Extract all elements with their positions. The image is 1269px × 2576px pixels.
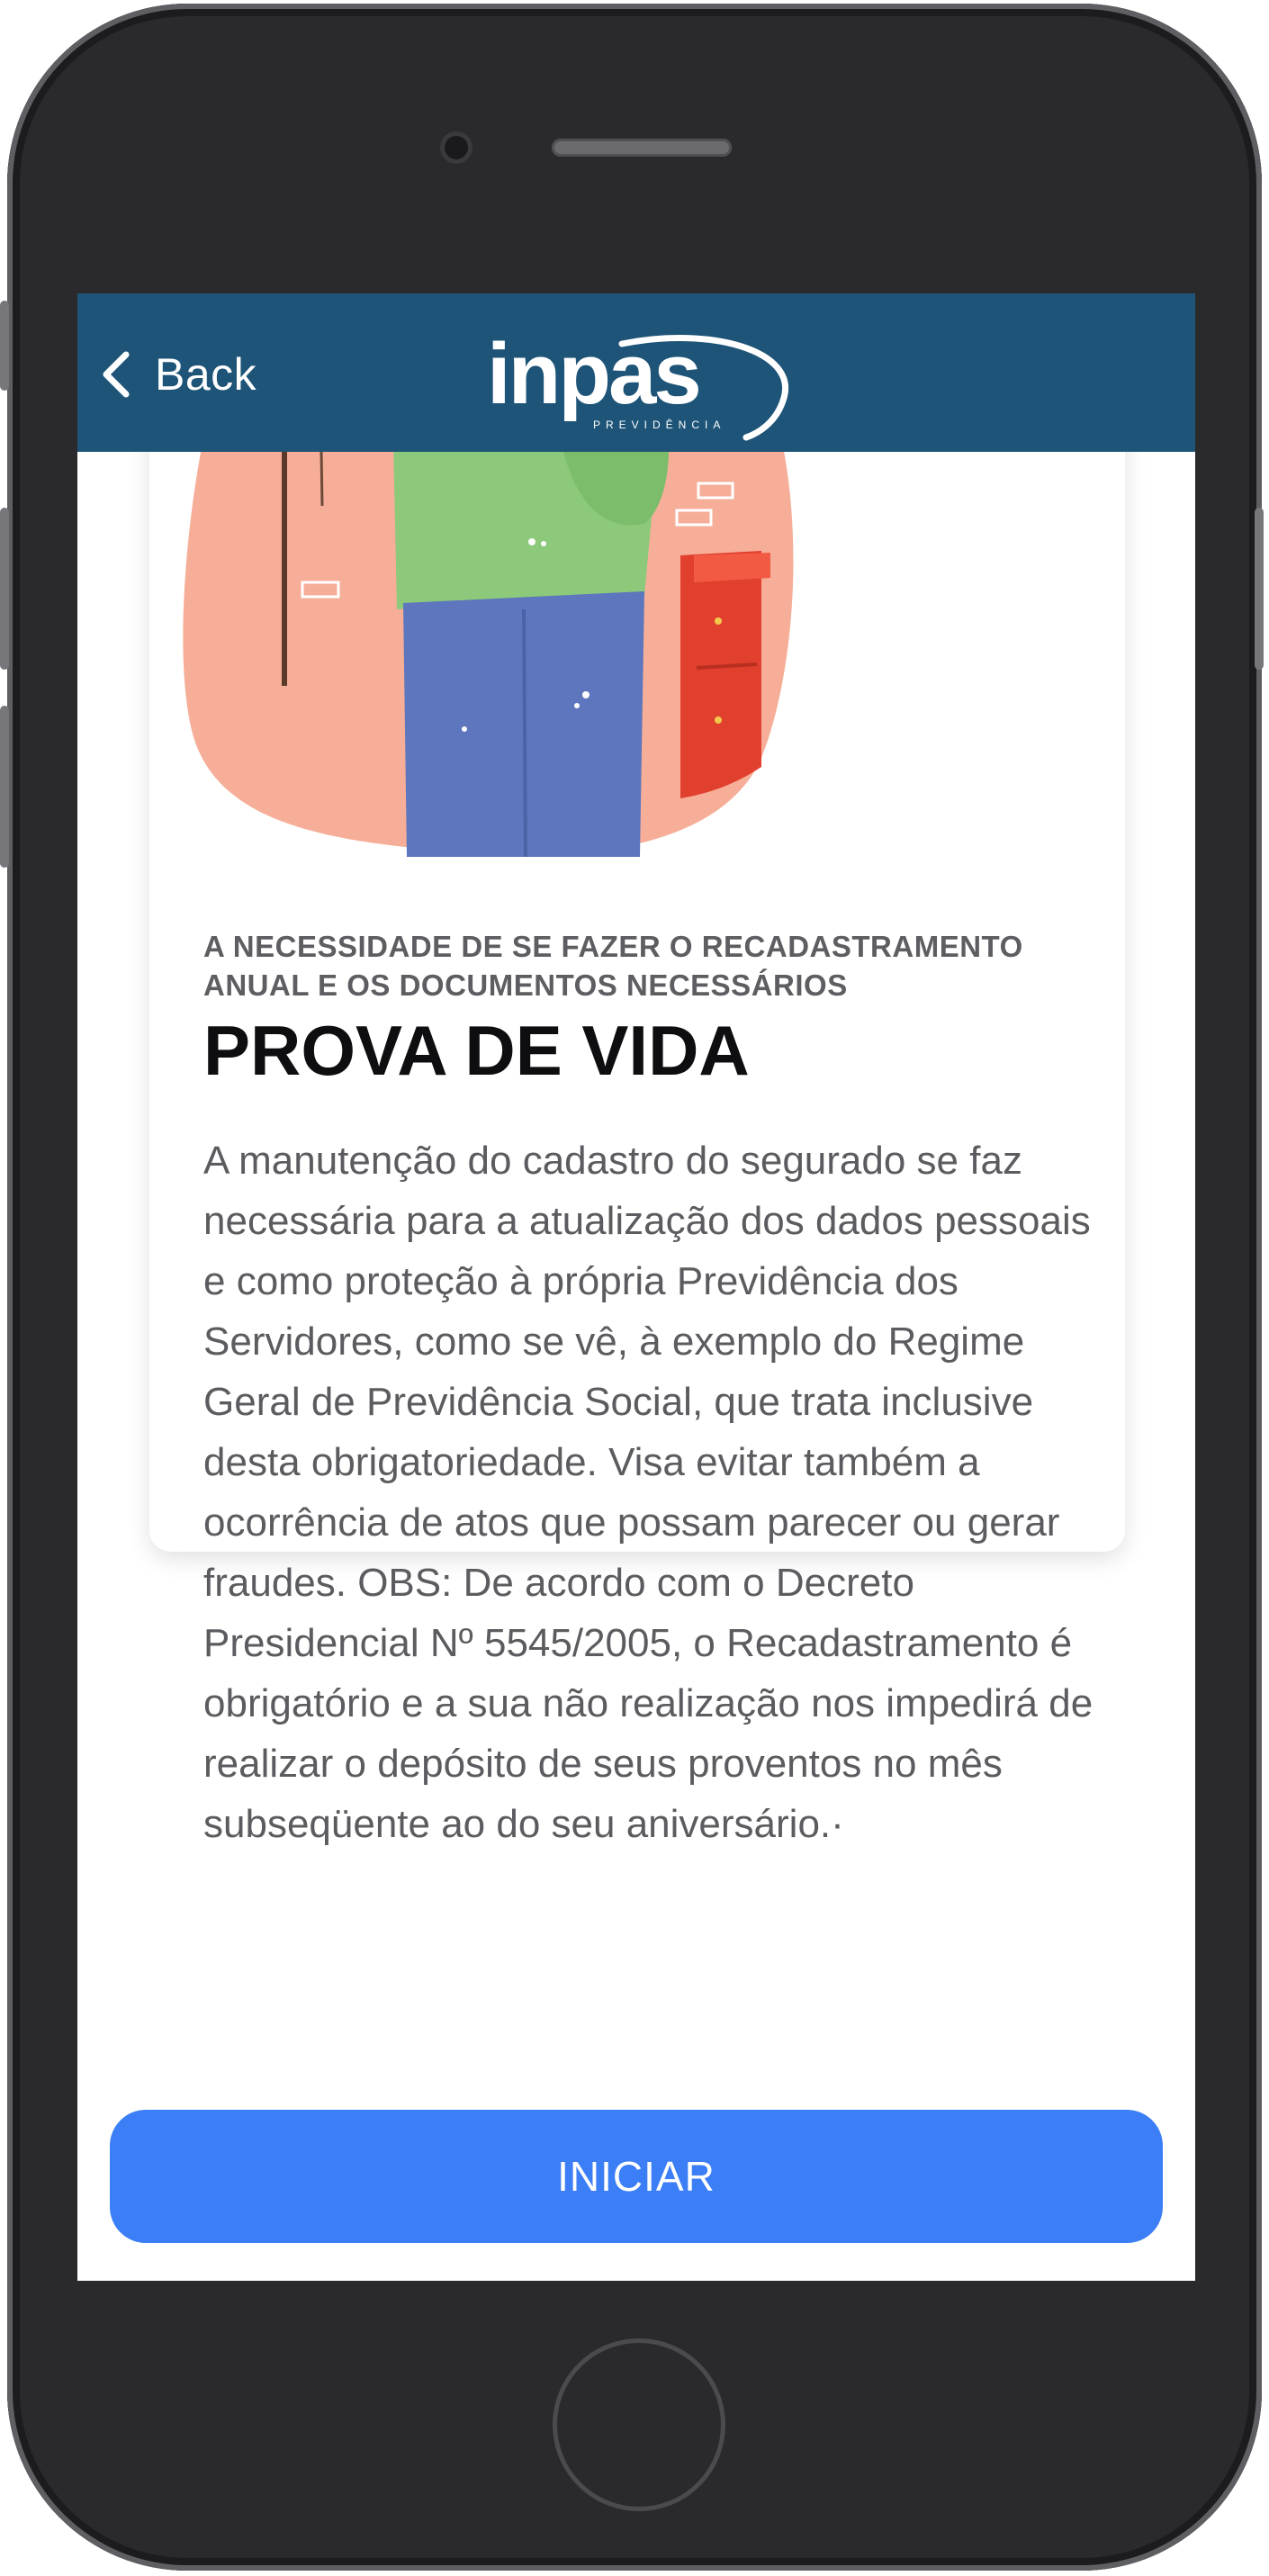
card-body-text: A manutenção do cadastro do segurado se faz necessária para a atualização dos dados pessoais e como proteção à própria Previdência dos Servidores, como se vê, à exemplo do Regime Geral de Previdência Social, que trata inclusive desta obrigatoriedade. Visa evitar também a ocorrência de atos que possam parecer ou gerar fraudes. OBS: De acordo com o Decreto Presidencial Nº 5545/2005, o Recadastramento é obrigatório e a sua não realização nos impedirá de realizar o depósito de seus proventos no mês subseqüente ao do seu aniversário.· xyxy=(203,1139,1094,1846)
volume-down-button xyxy=(0,706,9,868)
svg-text:inpas: inpas xyxy=(487,333,699,422)
app-screen xyxy=(77,293,1195,2281)
earpiece-speaker xyxy=(552,139,732,157)
chevron-left-icon xyxy=(97,347,133,401)
app-header xyxy=(77,293,1195,452)
start-button[interactable]: INICIAR xyxy=(110,2110,1163,2243)
page-title: PROVA DE VIDA xyxy=(203,1011,750,1090)
front-camera xyxy=(445,136,468,159)
phone-frame xyxy=(7,4,1262,2571)
inpas-logo xyxy=(487,333,793,441)
back-label: Back xyxy=(155,349,257,400)
home-button[interactable] xyxy=(553,2338,725,2511)
back-button[interactable] xyxy=(97,338,256,410)
volume-up-button xyxy=(0,508,9,670)
svg-text:PREVIDÊNCIA: PREVIDÊNCIA xyxy=(593,419,726,431)
power-button xyxy=(1255,508,1264,670)
person-illustration xyxy=(176,452,806,857)
card-subtitle: A NECESSIDADE DE SE FAZER O RECADASTRAMENTO ANUAL E OS DOCUMENTOS NECESSÁRIOS xyxy=(203,930,1023,1002)
scroll-content[interactable] xyxy=(77,452,1195,2281)
mute-switch xyxy=(0,301,9,391)
info-card xyxy=(149,452,1125,1846)
